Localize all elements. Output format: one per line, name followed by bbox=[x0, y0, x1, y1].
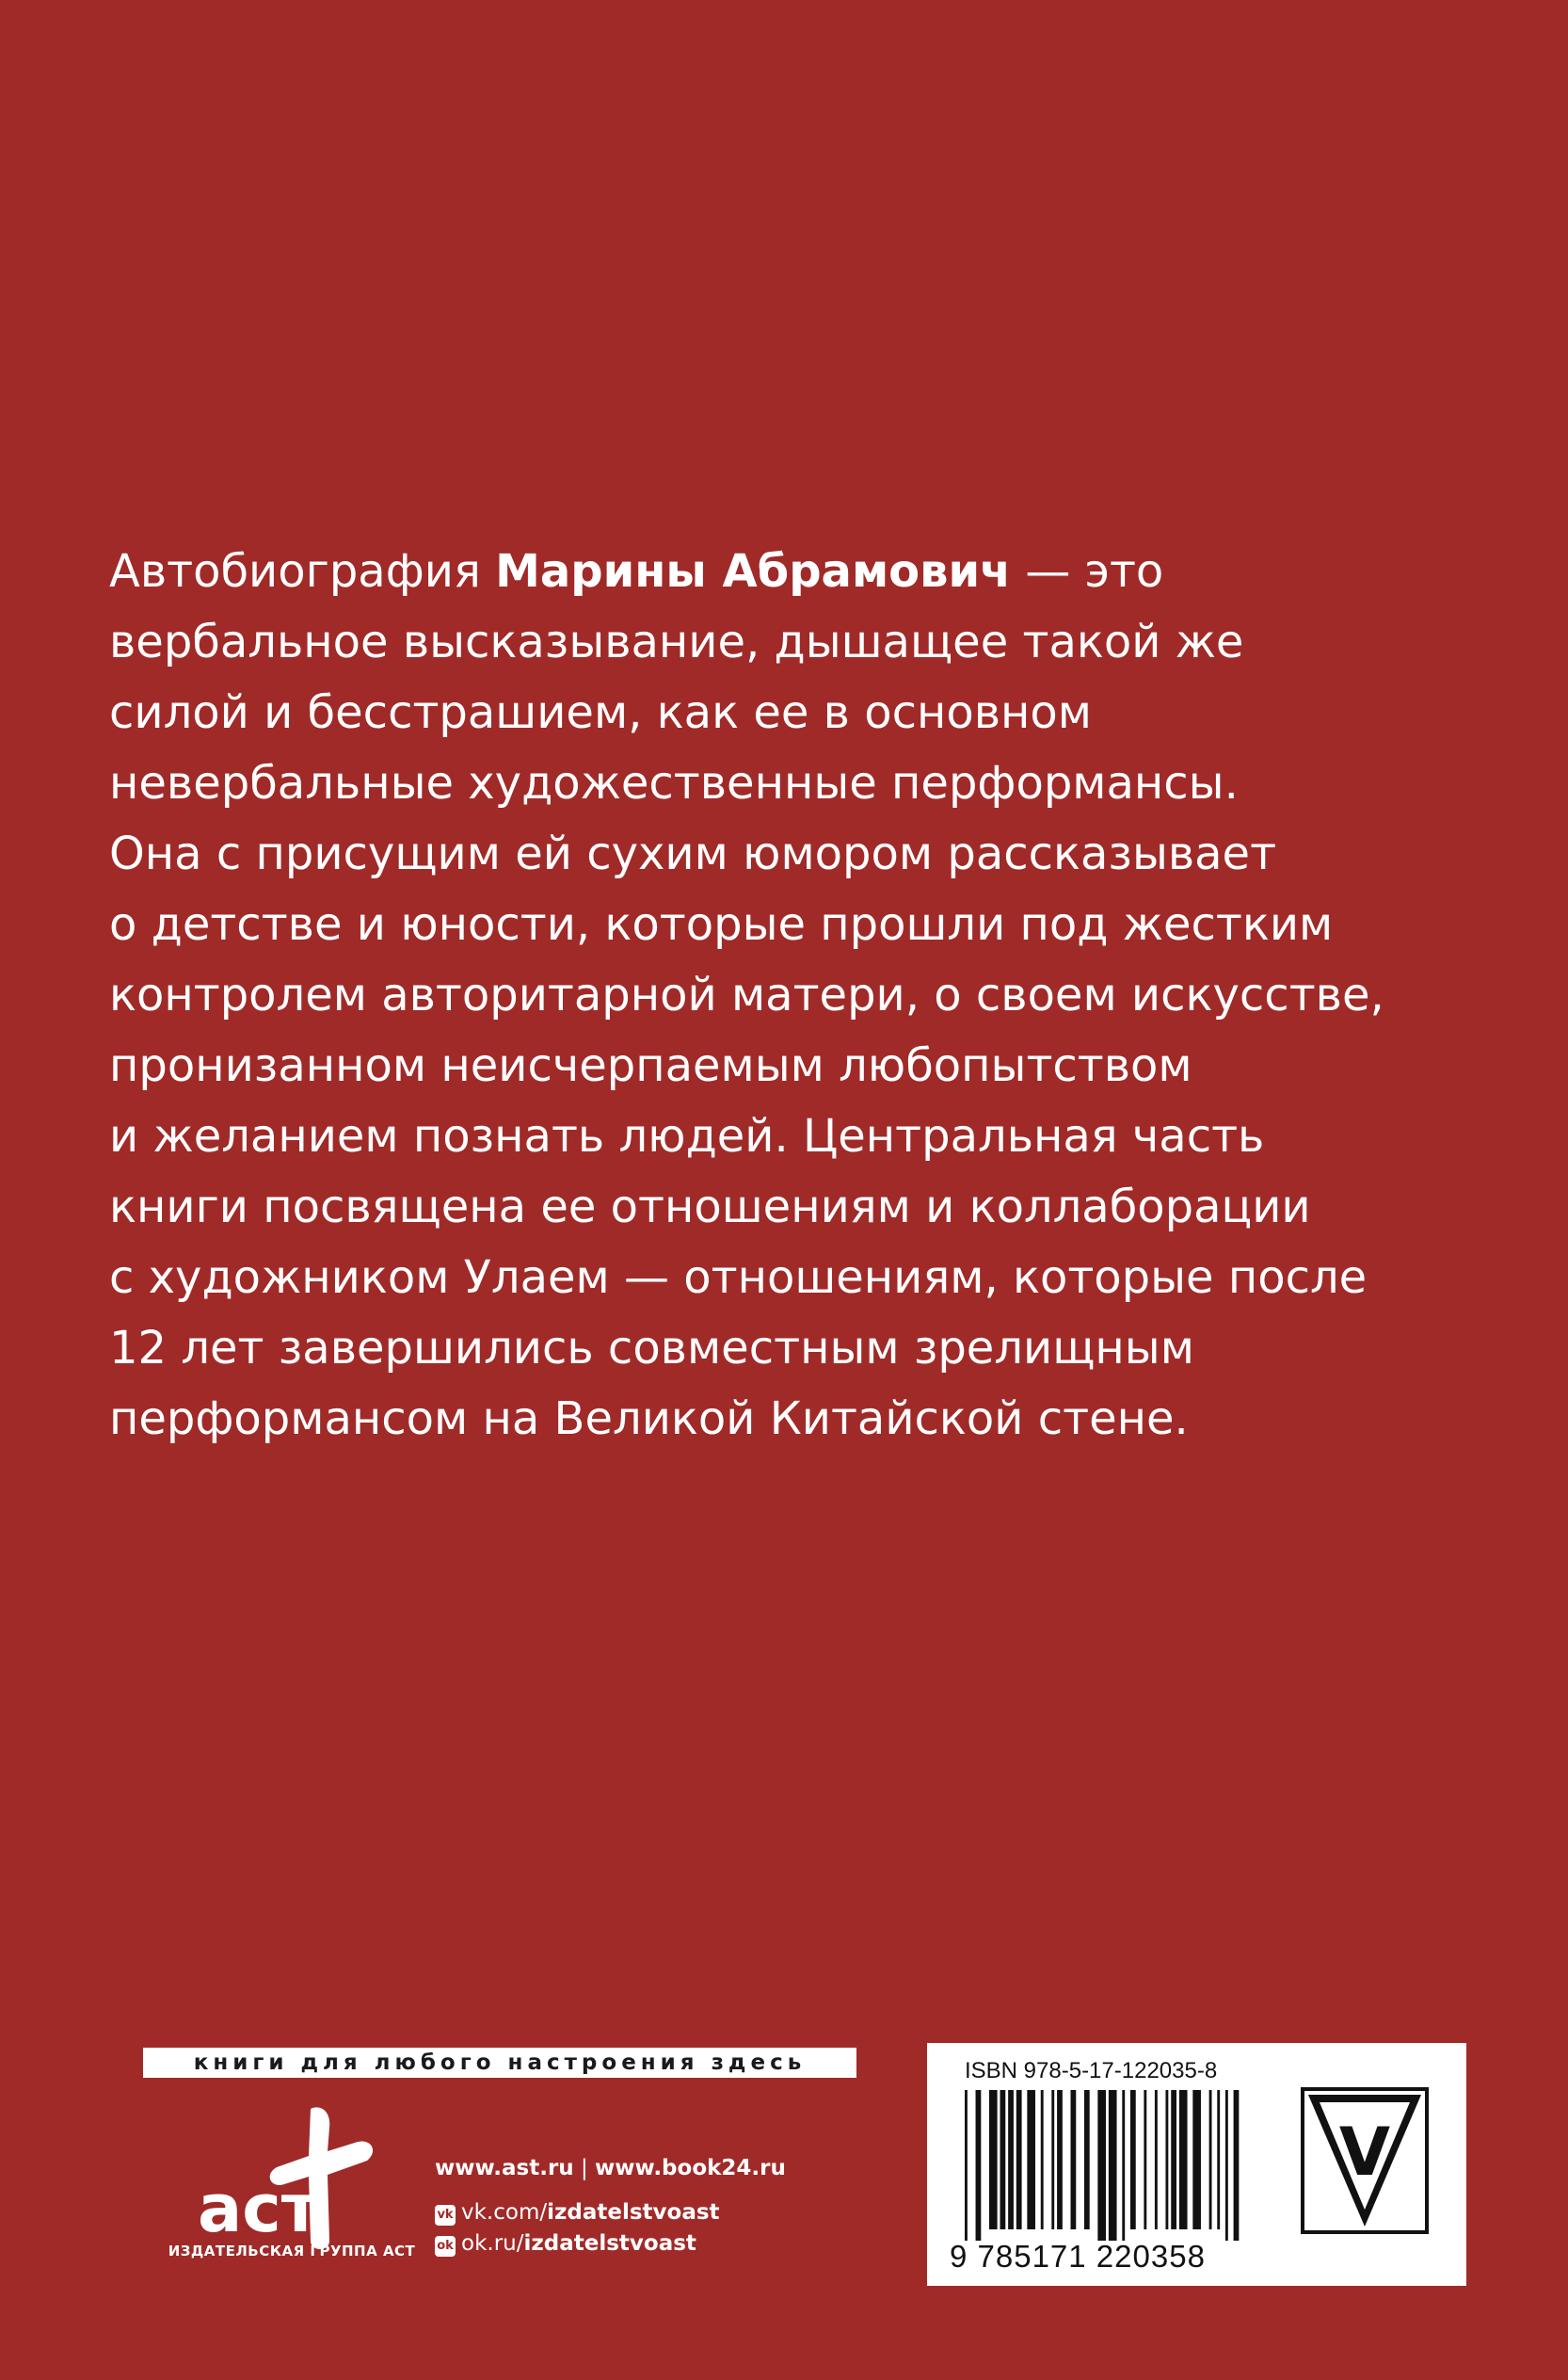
description-line: пронизанном неисчерпаемым любопытством bbox=[109, 1039, 1192, 1092]
barcode-bar bbox=[965, 2090, 968, 2241]
barcode-bar bbox=[976, 2090, 982, 2241]
barcode-bar bbox=[1209, 2090, 1212, 2229]
description-line: вербальное высказывание, дышащее такой же bbox=[109, 616, 1244, 668]
barcode-bar bbox=[1008, 2090, 1014, 2229]
description-line: силой и бесстрашием, как ее в основном bbox=[109, 686, 1092, 739]
site-ast-link[interactable]: www.ast.ru bbox=[435, 2156, 574, 2180]
vk-handle[interactable]: izdatelstvoast bbox=[547, 2200, 720, 2225]
barcode-bar bbox=[1051, 2090, 1054, 2229]
barcode-bar bbox=[1144, 2090, 1146, 2229]
description-line: перформансом на Великой Китайской стене. bbox=[109, 1392, 1189, 1445]
vk-contact bbox=[435, 2200, 720, 2226]
barcode-bar bbox=[1234, 2090, 1240, 2241]
ok-contact bbox=[435, 2231, 696, 2257]
barcode-bar bbox=[1179, 2090, 1188, 2229]
barcode-bar bbox=[1027, 2090, 1035, 2229]
barcode-bar bbox=[1171, 2090, 1176, 2229]
barcode-bar bbox=[1000, 2090, 1006, 2229]
isbn-label: ISBN 978-5-17-122035-8 bbox=[965, 2058, 1218, 2083]
description-line: невербальные художественные перформансы. bbox=[109, 757, 1239, 810]
barcode-panel bbox=[927, 2043, 1466, 2286]
book-description bbox=[109, 537, 1483, 1455]
barcode-bar bbox=[989, 2090, 998, 2229]
description-text: — это bbox=[1011, 545, 1164, 598]
barcode-bars bbox=[965, 2090, 1247, 2241]
vk-icon: vk bbox=[435, 2205, 456, 2226]
author-name: Марины Абрамович bbox=[495, 545, 1012, 598]
barcode-bar bbox=[1217, 2090, 1220, 2229]
barcode-bar bbox=[1097, 2090, 1106, 2241]
description-line bbox=[109, 537, 1483, 607]
barcode-bar bbox=[1130, 2090, 1136, 2229]
ast-logo-text: аст bbox=[198, 2170, 320, 2247]
barcode-digits: 9 785171 220358 bbox=[950, 2239, 1206, 2274]
description-line: контролем авторитарной матери, о своем искусстве, bbox=[109, 969, 1384, 1021]
site-book24-link[interactable]: www.book24.ru bbox=[595, 2156, 786, 2180]
description-line: 12 лет завершились совместным зрелищным bbox=[109, 1322, 1194, 1375]
barcode-bar bbox=[1122, 2090, 1125, 2241]
barcode-bar bbox=[1155, 2090, 1158, 2229]
description-line: о детстве и юности, которые прошли под жестким bbox=[109, 898, 1334, 951]
barcode-bar bbox=[1165, 2090, 1168, 2229]
barcode-bar bbox=[1225, 2090, 1228, 2241]
barcode-bar bbox=[1041, 2090, 1044, 2229]
tagline-strip: книги для любого настроения здесь bbox=[143, 2048, 856, 2078]
description-line: с художником Улаем — отношениям, которые после bbox=[109, 1251, 1368, 1304]
age-mark-letter: V bbox=[1338, 2114, 1391, 2191]
ok-handle[interactable]: izdatelstvoast bbox=[523, 2231, 696, 2256]
barcode-bar bbox=[1071, 2090, 1077, 2229]
barcode-bar bbox=[1192, 2090, 1201, 2229]
ok-icon: ok bbox=[435, 2236, 456, 2257]
publisher-caption: ИЗДАТЕЛЬСКАЯ ГРУППА АСТ bbox=[168, 2243, 416, 2259]
description-line: Она с присущим ей сухим юмором рассказывает bbox=[109, 828, 1277, 880]
ast-logo bbox=[169, 2099, 414, 2259]
site-separator: | bbox=[580, 2156, 588, 2180]
barcode-bar bbox=[1016, 2090, 1022, 2229]
description-line: книги посвящена ее отношениям и коллаборации bbox=[109, 1181, 1311, 1233]
description-text: Автобиография bbox=[109, 545, 496, 598]
age-mark-icon bbox=[1299, 2085, 1431, 2236]
description-line: и желанием познать людей. Центральная часть bbox=[109, 1110, 1265, 1163]
ok-prefix: ok.ru/ bbox=[461, 2231, 524, 2256]
vk-prefix: vk.com/ bbox=[461, 2200, 548, 2225]
barcode-bar bbox=[1109, 2090, 1117, 2241]
barcode-bar bbox=[1057, 2090, 1063, 2229]
publisher-websites bbox=[435, 2156, 786, 2180]
barcode-bar bbox=[1084, 2090, 1090, 2229]
